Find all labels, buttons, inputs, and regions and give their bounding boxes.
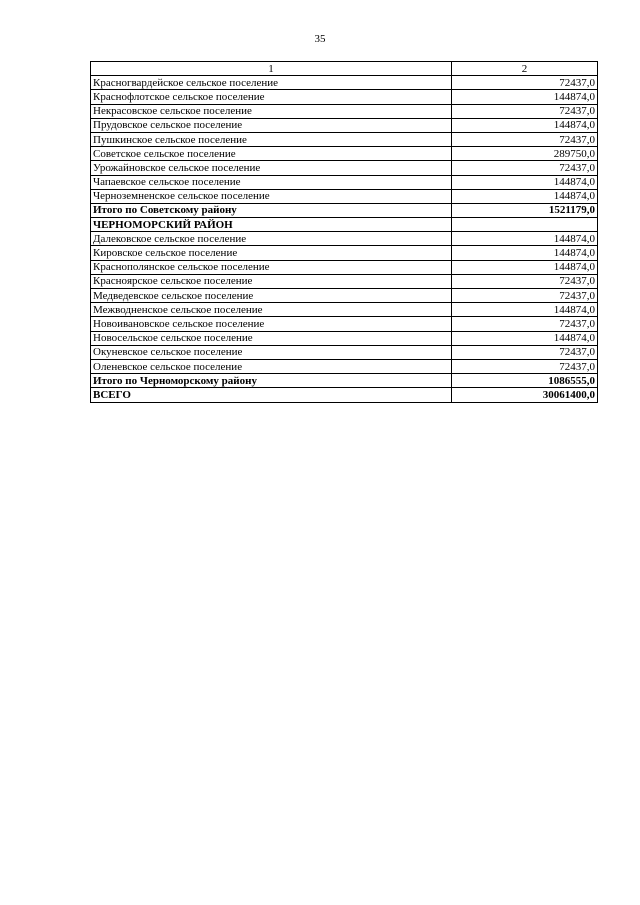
amount-cell: 144874,0: [452, 260, 598, 274]
settlement-name-cell: Краснополянское сельское поселение: [91, 260, 452, 274]
amount-cell: 72437,0: [452, 345, 598, 359]
table-row: [91, 246, 598, 260]
settlement-name-cell: Краснофлотское сельское поселение: [91, 90, 452, 104]
table-total-row: [91, 203, 598, 217]
table-row: [91, 147, 598, 161]
table-body: [91, 76, 598, 402]
settlement-name-cell: Урожайновское сельское поселение: [91, 161, 452, 175]
settlement-name-cell: Итого по Советскому району: [91, 203, 452, 217]
amount-cell: 72437,0: [452, 359, 598, 373]
table-row: [91, 90, 598, 104]
amount-cell: 72437,0: [452, 76, 598, 90]
amount-cell: 144874,0: [452, 118, 598, 132]
settlement-name-cell: Далековское сельское поселение: [91, 232, 452, 246]
table-row: [91, 331, 598, 345]
table-row: [91, 260, 598, 274]
amount-cell: 144874,0: [452, 246, 598, 260]
amount-cell: 72437,0: [452, 104, 598, 118]
settlement-name-cell: Медведевское сельское поселение: [91, 289, 452, 303]
table-total-row: [91, 388, 598, 402]
column-header-2: 2: [452, 62, 598, 76]
settlement-name-cell: Окуневское сельское поселение: [91, 345, 452, 359]
table-row: [91, 76, 598, 90]
amount-cell: 72437,0: [452, 161, 598, 175]
amount-cell: 144874,0: [452, 90, 598, 104]
amount-cell: 72437,0: [452, 317, 598, 331]
settlement-name-cell: Краснoярское сельское поселение: [91, 274, 452, 288]
table-row: [91, 161, 598, 175]
settlement-name-cell: ВСЕГО: [91, 388, 452, 402]
table-row: [91, 359, 598, 373]
table-row: [91, 345, 598, 359]
amount-cell: 144874,0: [452, 232, 598, 246]
amount-cell: 72437,0: [452, 274, 598, 288]
settlement-name-cell: Прудовское сельское поселение: [91, 118, 452, 132]
page-number: 35: [314, 33, 326, 45]
amount-cell: 30061400,0: [452, 388, 598, 402]
allocation-table: [90, 61, 598, 403]
amount-cell: 144874,0: [452, 303, 598, 317]
settlement-name-cell: Некрасовское сельское поселение: [91, 104, 452, 118]
table-total-row: [91, 218, 598, 232]
amount-cell: 72437,0: [452, 289, 598, 303]
settlement-name-cell: Оленевское сельское поселение: [91, 359, 452, 373]
table-row: [91, 232, 598, 246]
amount-cell: 144874,0: [452, 189, 598, 203]
settlement-name-cell: Советское сельское поселение: [91, 147, 452, 161]
table-row: [91, 132, 598, 146]
amount-cell: [452, 218, 598, 232]
amount-cell: 144874,0: [452, 331, 598, 345]
table-row: [91, 303, 598, 317]
settlement-name-cell: Итого по Черноморскому району: [91, 374, 452, 388]
settlement-name-cell: Черноземненское сельское поселение: [91, 189, 452, 203]
amount-cell: 1086555,0: [452, 374, 598, 388]
table-row: [91, 104, 598, 118]
table-header-row: [91, 62, 598, 76]
settlement-name-cell: Новоивановское сельское поселение: [91, 317, 452, 331]
table-row: [91, 118, 598, 132]
settlement-name-cell: Чапаевское сельское поселение: [91, 175, 452, 189]
table-total-row: [91, 374, 598, 388]
table-row: [91, 289, 598, 303]
settlement-name-cell: Новосельское сельское поселение: [91, 331, 452, 345]
amount-cell: 72437,0: [452, 132, 598, 146]
table-row: [91, 175, 598, 189]
column-header-1: 1: [91, 62, 452, 76]
amount-cell: 289750,0: [452, 147, 598, 161]
settlement-name-cell: Красногвардейское сельское поселение: [91, 76, 452, 90]
settlement-name-cell: Пушкинское сельское поселение: [91, 132, 452, 146]
table-row: [91, 189, 598, 203]
settlement-name-cell: Кировское сельское поселение: [91, 246, 452, 260]
table-row: [91, 274, 598, 288]
table-row: [91, 317, 598, 331]
amount-cell: 144874,0: [452, 175, 598, 189]
settlement-name-cell: ЧЕРНОМОРСКИЙ РАЙОН: [91, 218, 452, 232]
settlement-name-cell: Межводненское сельское поселение: [91, 303, 452, 317]
amount-cell: 1521179,0: [452, 203, 598, 217]
